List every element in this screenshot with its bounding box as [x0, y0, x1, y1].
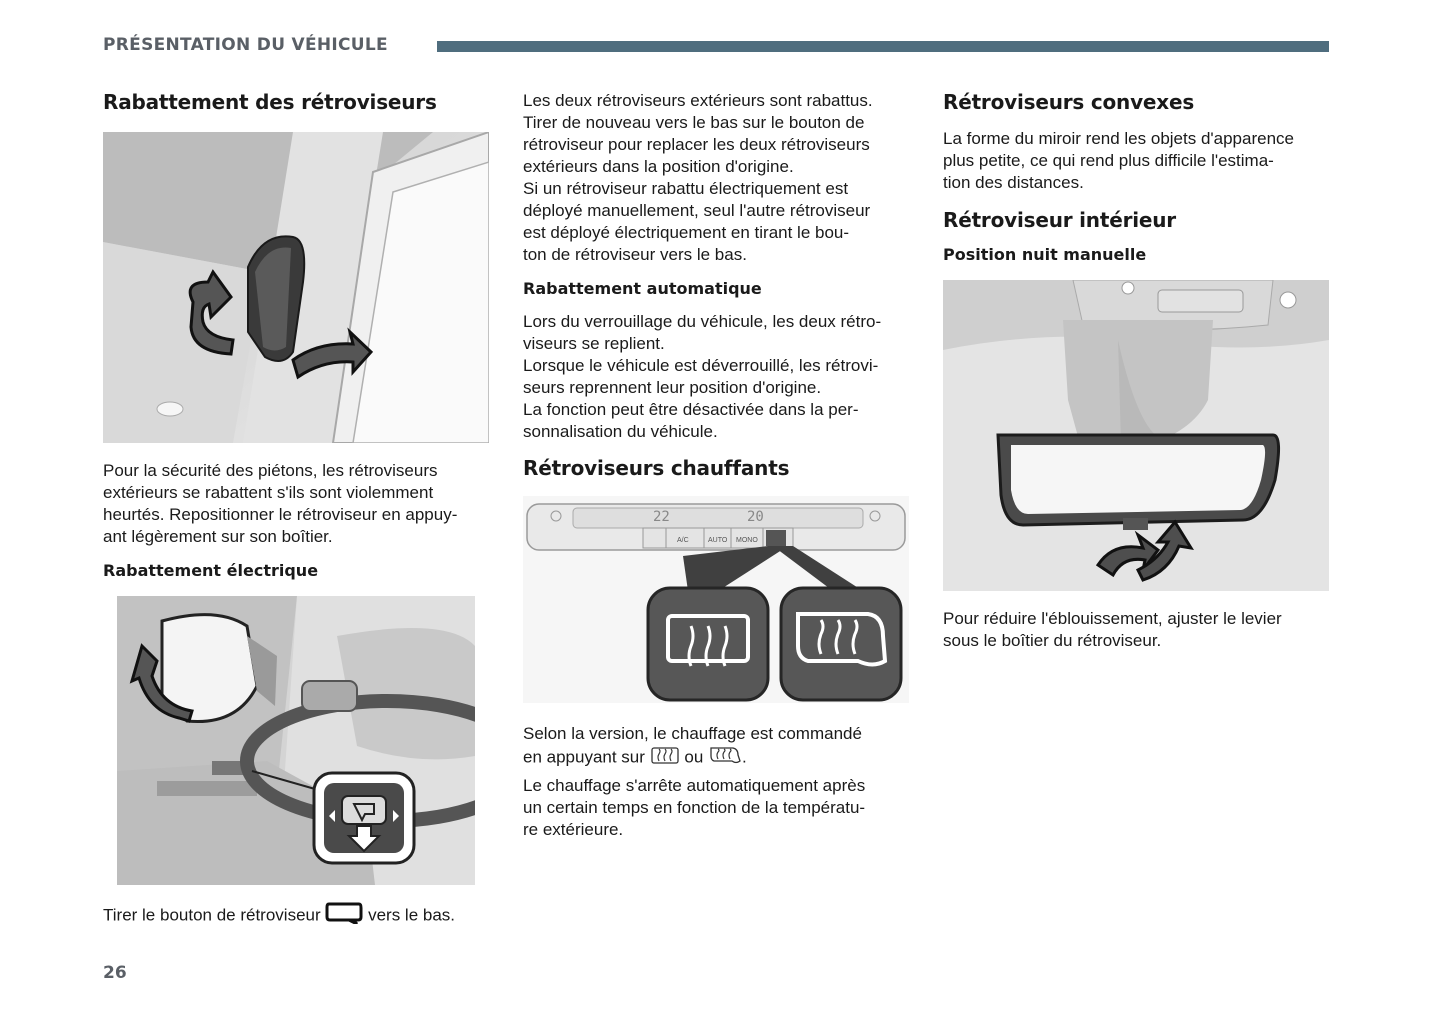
text-line: heurtés. Repositionner le rétroviseur en appuy- [103, 505, 458, 524]
figure-mirror-button [117, 596, 475, 885]
subheading-electric: Rabattement électrique [103, 561, 319, 580]
temperature-right: 20 [747, 509, 764, 525]
column-3 [943, 88, 1333, 652]
text-line: extérieurs se rabattent s'ils sont violemment [103, 483, 434, 502]
text-line: re extérieure. [523, 820, 624, 839]
text-line: sonnalisation du véhicule. [523, 422, 718, 441]
caption-pull-button [103, 902, 493, 930]
paragraph-heating-control [523, 723, 913, 771]
text-line: viseurs se replient. [523, 334, 665, 353]
text-line: Lorsque le véhicule est déverrouillé, les rétrovi- [523, 356, 879, 375]
section-title: PRÉSENTATION DU VÉHICULE [103, 35, 388, 55]
paragraph-pedestrian-safety [103, 460, 493, 548]
text-line: sous le boîtier du rétroviseur. [943, 631, 1162, 650]
exterior-mirror-illustration [103, 132, 489, 443]
text-line: Le chauffage s'arrête automatiquement après [523, 776, 866, 795]
figure-interior-mirror [943, 280, 1329, 591]
mono-button-label: MONO [736, 537, 758, 544]
mirror-defrost-icon [708, 745, 742, 771]
text-line: est déployé électriquement en tirant le bou- [523, 223, 850, 242]
ac-button-label: A/C [677, 537, 689, 544]
text-line: seurs reprennent leur position d'origine. [523, 378, 822, 397]
text-line: ant légèrement sur son boîtier. [103, 527, 333, 546]
text-line: Lors du verrouillage du véhicule, les deux rétro- [523, 312, 882, 331]
column-2 [523, 90, 913, 841]
text-line: rétroviseur pour replacer les deux rétroviseurs [523, 135, 870, 154]
rear-defrost-icon [650, 745, 680, 771]
text-line: Selon la version, le chauffage est commandé [523, 724, 862, 743]
caption-text: vers le bas. [363, 905, 456, 925]
text-line: plus petite, ce qui rend plus difficile l'estima- [943, 151, 1274, 170]
text-fragment: en appuyant sur [523, 747, 650, 767]
heading-convex: Rétroviseurs convexes [943, 90, 1195, 114]
paragraph-glare [943, 608, 1333, 652]
paragraph-automatic [523, 311, 913, 443]
mirror-button-illustration [117, 596, 475, 885]
page-number: 26 [103, 963, 127, 983]
text-line: Si un rétroviseur rabattu électriquement est [523, 179, 849, 198]
header-bar [437, 41, 1329, 52]
paragraph-convex [943, 128, 1333, 194]
heading-heated: Rétroviseurs chauffants [523, 456, 790, 480]
heading-rabattement: Rabattement des rétroviseurs [103, 90, 437, 114]
text-line: extérieurs dans la position d'origine. [523, 157, 794, 176]
text-line: tion des distances. [943, 173, 1084, 192]
auto-button-label: AUTO [708, 537, 728, 544]
temperature-left: 22 [653, 509, 670, 525]
text-fragment: . [742, 747, 747, 767]
mirror-button-icon [325, 902, 363, 930]
heading-interior-mirror: Rétroviseur intérieur [943, 208, 1176, 232]
text-line: Les deux rétroviseurs extérieurs sont rabattus. [523, 91, 873, 110]
text-fragment: ou [679, 747, 709, 767]
climate-panel-illustration [523, 496, 909, 703]
interior-mirror-illustration [943, 280, 1329, 591]
text-line: Tirer de nouveau vers le bas sur le bouton de [523, 113, 865, 132]
text-line: ton de rétroviseur vers le bas. [523, 245, 747, 264]
text-line: Pour réduire l'éblouissement, ajuster le levier [943, 609, 1282, 628]
caption-text: Tirer le bouton de rétroviseur [103, 905, 326, 925]
text-line: un certain temps en fonction de la températu- [523, 798, 866, 817]
text-line [523, 745, 913, 771]
text-line: La forme du miroir rend les objets d'apparence [943, 129, 1294, 148]
figure-exterior-mirror-fold [103, 132, 489, 443]
column-1 [103, 88, 493, 930]
paragraph-heating-stop [523, 775, 913, 841]
subheading-night-position: Position nuit manuelle [943, 245, 1147, 264]
text-line: La fonction peut être désactivée dans la per- [523, 400, 859, 419]
paragraph-folded [523, 90, 913, 266]
text-line: Pour la sécurité des piétons, les rétroviseurs [103, 461, 438, 480]
subheading-automatic: Rabattement automatique [523, 279, 762, 298]
figure-climate-panel [523, 496, 909, 703]
text-line: déployé manuellement, seul l'autre rétroviseur [523, 201, 871, 220]
